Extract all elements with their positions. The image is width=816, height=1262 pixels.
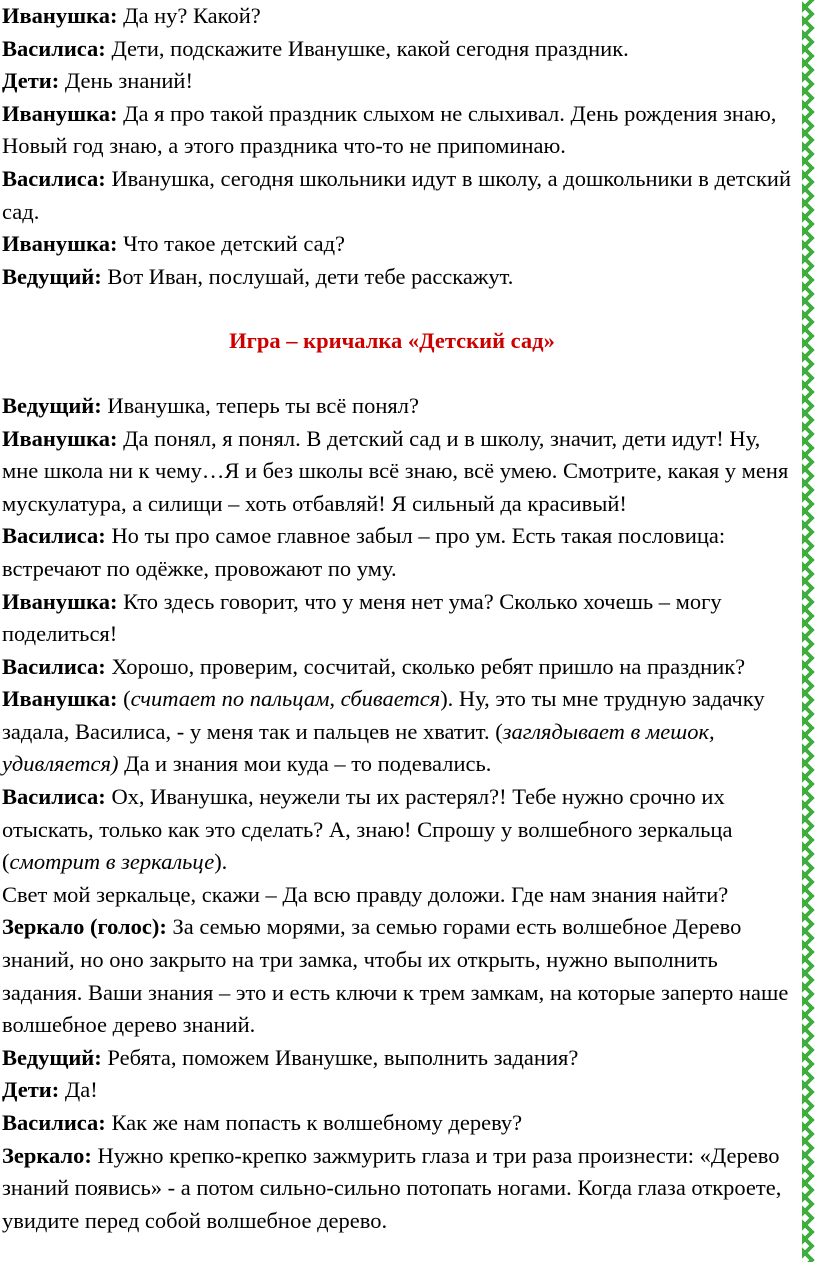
dialogue-line-vasilisa-mirror: [0, 781, 800, 879]
dialogue-line: [0, 1042, 800, 1075]
dialogue-line: [0, 1140, 800, 1238]
speaker-label: Василиса:: [2, 784, 106, 810]
line-text: Кто здесь говорит, что у меня нет ума? Сколько хочешь – могу поделиться!: [2, 588, 722, 647]
dialogue-line: [0, 261, 800, 294]
dialogue-block-1: [0, 0, 800, 293]
line-text: Дети, подскажите Иванушке, какой сегодня праздник.: [105, 35, 629, 61]
speaker-label: Иванушка:: [2, 231, 118, 257]
speaker-label: Дети:: [2, 68, 60, 94]
speaker-label: Иванушка:: [2, 425, 118, 451]
line-text: Что такое детский сад?: [117, 231, 346, 257]
decorative-page-border: [802, 0, 816, 1262]
line-text: Да ну? Какой?: [117, 3, 261, 28]
speaker-label: Ведущий:: [2, 263, 102, 289]
mirror-verse: Свет мой зеркальце, скажи – Да всю правду доложи. Где нам знания найти?: [2, 881, 729, 907]
dialogue-line: [0, 390, 800, 423]
section-heading: Игра – кричалка «Детский сад»: [229, 328, 555, 354]
speaker-label: Ведущий:: [2, 392, 102, 418]
dialogue-line: [0, 1074, 800, 1107]
line-text: Да понял, я понял. В детский сад и в школу, значит, дети идут! Ну, мне школа ни к чему…Я и без школы всё знаю, всё умею. Смотрите, какая у меня мускулатура, а силищи – хоть отбавляй! Я сильный да красивый!: [2, 425, 789, 516]
dialogue-line: [0, 33, 800, 66]
line-text: Иванушка, теперь ты всё понял?: [101, 392, 419, 418]
dialogue-line: [0, 911, 800, 1041]
speaker-label: Иванушка:: [2, 3, 118, 28]
dialogue-line: [0, 98, 800, 163]
line-text: Хорошо, проверим, сосчитай, сколько ребят пришло на праздник?: [105, 653, 746, 679]
line-text: Как же нам попасть к волшебному дереву?: [105, 1110, 523, 1135]
line-text: Ребята, поможем Иванушке, выполнить задания?: [101, 1044, 579, 1070]
speaker-label: Иванушка:: [2, 588, 118, 614]
stage-direction: заглядывает в мешок, удивляется): [2, 718, 715, 777]
dialogue-block-3: [0, 911, 800, 1237]
dialogue-line: [0, 0, 800, 33]
speaker-label: Василиса:: [2, 653, 106, 679]
line-text: Нужно крепко-крепко зажмурить глаза и три раза произнести: «Дерево знаний появись» - а потом сильно-сильно потопать ногами. Когда глаза откроете, увидите перед собой волшебное дерево.: [2, 1142, 782, 1233]
dialogue-line: [0, 1107, 800, 1140]
dialogue-line-ivan-counts: [0, 683, 800, 781]
dialogue-line: [0, 228, 800, 261]
speaker-label: Василиса:: [2, 523, 106, 549]
stage-direction: считает по пальцам, сбивается: [130, 686, 441, 712]
line-text: ). Ну, это ты мне трудную задачку задала, Василиса, - у меня так и пальцев не хватит. (: [2, 686, 765, 744]
line-text: День знаний!: [59, 68, 193, 94]
dialogue-line: [0, 65, 800, 98]
speaker-label: Иванушка:: [2, 100, 118, 126]
dialogue-line: [0, 163, 800, 228]
line-text: Вот Иван, послушай, дети тебе расскажут.: [101, 263, 514, 289]
blank-line: [0, 293, 800, 325]
speaker-label: Зеркало (голос):: [2, 914, 167, 940]
speaker-label: Дети:: [2, 1077, 60, 1103]
speaker-label: Иванушка:: [2, 686, 118, 712]
line-text: Да и знания мои куда – то подевались.: [118, 751, 492, 777]
dialogue-line: [0, 423, 800, 521]
speaker-label: Зеркало:: [2, 1142, 92, 1168]
speaker-label: Ведущий:: [2, 1044, 102, 1070]
dialogue-line: [0, 651, 800, 684]
speaker-label: Василиса:: [2, 1110, 106, 1135]
line-text: ).: [214, 849, 228, 875]
stage-direction: смотрит в зеркальце: [9, 849, 215, 875]
line-text: (: [117, 686, 131, 712]
speaker-label: Василиса:: [2, 165, 106, 191]
line-text: Иванушка, сегодня школьники идут в школу, а дошкольники в детский сад.: [2, 165, 791, 224]
line-text: За семью морями, за семью горами есть волшебное Дерево знаний, но оно закрыто на три замка, чтобы их открыть, нужно выполнить задания. Ваши знания – это и есть ключи к трем замкам, на которые заперто наше волшебное дерево знаний.: [2, 914, 789, 1038]
dialogue-line: [0, 520, 800, 585]
line-text: Ох, Иванушка, неужели ты их растерял?! Тебе нужно срочно их отыскать, только как это сделать? А, знаю! Спрошу у волшебного зеркальца (: [2, 784, 733, 875]
dialogue-block-2: [0, 390, 800, 683]
line-text: Но ты про самое главное забыл – про ум. Есть такая пословица: встречают по одёжке, провожают по уму.: [2, 523, 726, 581]
line-text: Да я про такой праздник слыхом не слыхивал. День рождения знаю, Новый год знаю, а этого праздника что-то не припоминаю.: [2, 100, 777, 159]
speaker-label: Василиса:: [2, 35, 106, 61]
blank-line: [0, 358, 800, 390]
line-text: Да!: [59, 1077, 98, 1103]
dialogue-line: [0, 586, 800, 651]
